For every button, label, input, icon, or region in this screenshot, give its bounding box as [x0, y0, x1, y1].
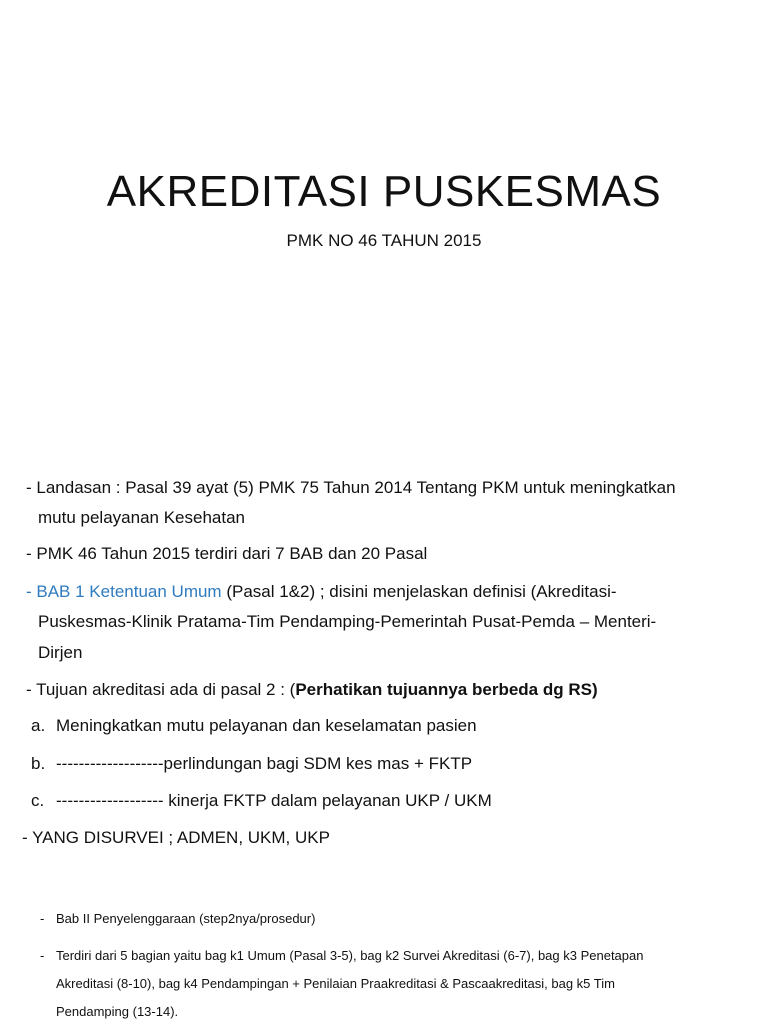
bab1-line-2: Puskesmas-Klinik Pratama-Tim Pendamping-Pemerintah Pusat-Pemda – Menteri-: [38, 612, 657, 631]
page-title: AKREDITASI PUSKESMAS: [106, 167, 662, 216]
bab2-bullet-1-text: Bab II Penyelenggaraan (step2nya/prosedur): [56, 911, 316, 926]
pmk46-line: - PMK 46 Tahun 2015 terdiri dari 7 BAB dan 20 Pasal: [26, 544, 428, 563]
sub-c-text: ------------------- kinerja FKTP dalam pelayanan UKP / UKM: [56, 791, 492, 810]
bab1-line-3: Dirjen: [38, 643, 83, 662]
sub-a-marker: a.: [31, 716, 46, 735]
tujuan-bold: Perhatikan tujuannya berbeda dg RS): [295, 680, 598, 699]
bab2-bullet-2-marker: -: [40, 948, 45, 963]
bab1-highlight: - BAB 1 Ketentuan Umum: [26, 582, 222, 601]
sub-a-text: Meningkatkan mutu pelayanan dan keselamatan pasien: [56, 716, 477, 735]
sub-c-marker: c.: [31, 791, 45, 810]
sub-b-text: -------------------perlindungan bagi SDM kes mas + FKTP: [56, 754, 473, 773]
sub-b-marker: b.: [31, 754, 46, 773]
landasan-line-2: mutu pelayanan Kesehatan: [38, 508, 245, 527]
page-subtitle: PMK NO 46 TAHUN 2015: [286, 231, 482, 250]
bab1-rest: (Pasal 1&2) ; disini menjelaskan definisi (Akreditasi-: [221, 582, 617, 601]
disurvei-line: - YANG DISURVEI ; ADMEN, UKM, UKP: [22, 828, 330, 847]
bab1-line-1: [26, 581, 617, 603]
bab2-bullet-2-line-3: Pendamping (13-14).: [56, 1004, 179, 1019]
tujuan-line: [26, 679, 598, 701]
landasan-line-1: - Landasan : Pasal 39 ayat (5) PMK 75 Tahun 2014 Tentang PKM untuk meningkatkan: [26, 478, 676, 497]
bab2-bullet-2-line-2: Akreditasi (8-10), bag k4 Pendampingan + Penilaian Praakreditasi & Pascaakreditasi, bag k5 Tim: [56, 976, 615, 991]
tujuan-prefix: - Tujuan akreditasi ada di pasal 2 : (: [26, 680, 296, 699]
bab2-bullet-2-line-1: Terdiri dari 5 bagian yaitu bag k1 Umum (Pasal 3-5), bag k2 Survei Akreditasi (6-7), bag k3 Penetapan: [56, 948, 644, 963]
bab2-bullet-1-marker: -: [40, 911, 45, 926]
